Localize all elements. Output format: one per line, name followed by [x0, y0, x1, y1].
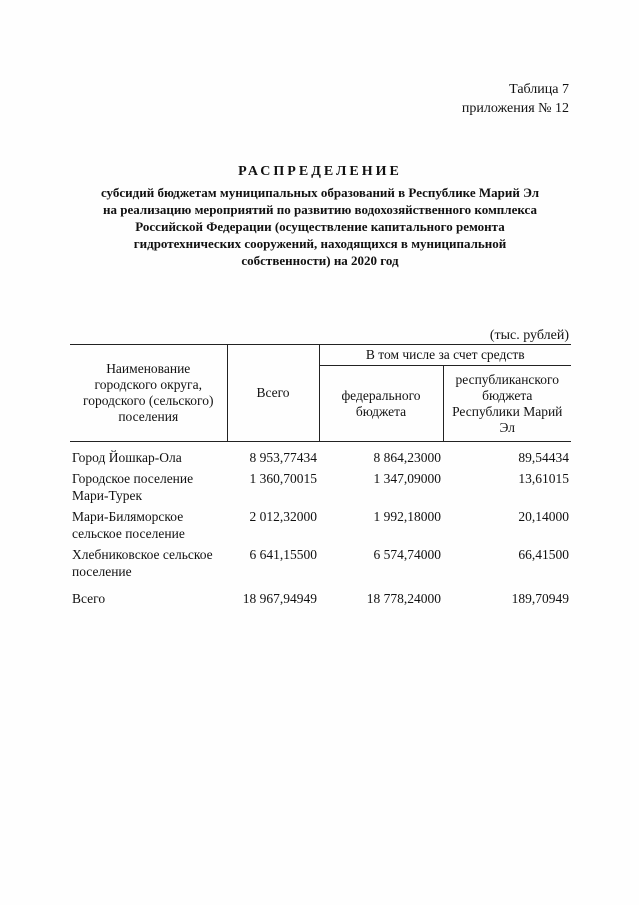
row-federal: 6 574,74000	[373, 547, 441, 562]
distribution-table	[70, 344, 571, 607]
row-total: 1 360,70015	[249, 471, 317, 486]
total-name: Всего	[72, 591, 106, 606]
row-name: Мари-Биляморское сельское поселение	[72, 509, 185, 541]
table-total-row	[70, 584, 571, 607]
header-including: В том числе за счет средств	[319, 345, 571, 366]
header-federal: федерального бюджета	[319, 366, 443, 442]
total-federal: 18 778,24000	[366, 591, 441, 606]
row-total: 2 012,32000	[249, 509, 317, 524]
total-republic: 189,70949	[511, 591, 569, 606]
row-republic: 89,54434	[518, 450, 569, 465]
row-republic: 13,61015	[518, 471, 569, 486]
table-row	[70, 470, 571, 508]
header-republic: республиканского бюджета Республики Марий Эл	[443, 366, 571, 442]
units-label: (тыс. рублей)	[489, 328, 569, 343]
row-total: 6 641,15500	[249, 547, 317, 562]
subtitle-line: Российской Федерации (осуществление капитального ремонта	[135, 219, 505, 234]
appendix-reference	[462, 80, 569, 118]
table-row	[70, 508, 571, 546]
table-row	[70, 442, 571, 471]
subtitle-line: гидротехнических сооружений, находящихся в муниципальной	[133, 236, 507, 251]
row-republic: 20,14000	[518, 509, 569, 524]
row-name: Городское поселение Мари-Турек	[72, 471, 194, 503]
header-total: Всего	[227, 345, 319, 442]
subtitle-line: на реализацию мероприятий по развитию водохозяйственного комплекса	[103, 202, 537, 217]
row-federal: 1 992,18000	[373, 509, 441, 524]
table-row	[70, 546, 571, 584]
row-republic: 66,41500	[518, 547, 569, 562]
subtitle-line: собственности) на 2020 год	[241, 253, 399, 268]
row-total: 8 953,77434	[249, 450, 317, 465]
document-subtitle	[70, 184, 570, 269]
document-title: РАСПРЕДЕЛЕНИЕ	[238, 164, 402, 179]
header-name: Наименование городского округа, городского (сельского) поселения	[70, 345, 227, 442]
title-block	[70, 164, 570, 269]
table-label: Таблица 7	[509, 82, 569, 97]
total-total: 18 967,94949	[242, 591, 317, 606]
row-federal: 8 864,23000	[373, 450, 441, 465]
subtitle-line: субсидий бюджетам муниципальных образований в Республике Марий Эл	[100, 185, 540, 200]
appendix-label: приложения № 12	[461, 101, 569, 116]
row-federal: 1 347,09000	[373, 471, 441, 486]
row-name: Город Йошкар-Ола	[72, 450, 182, 465]
row-name: Хлебниковское сельское поселение	[72, 547, 213, 579]
